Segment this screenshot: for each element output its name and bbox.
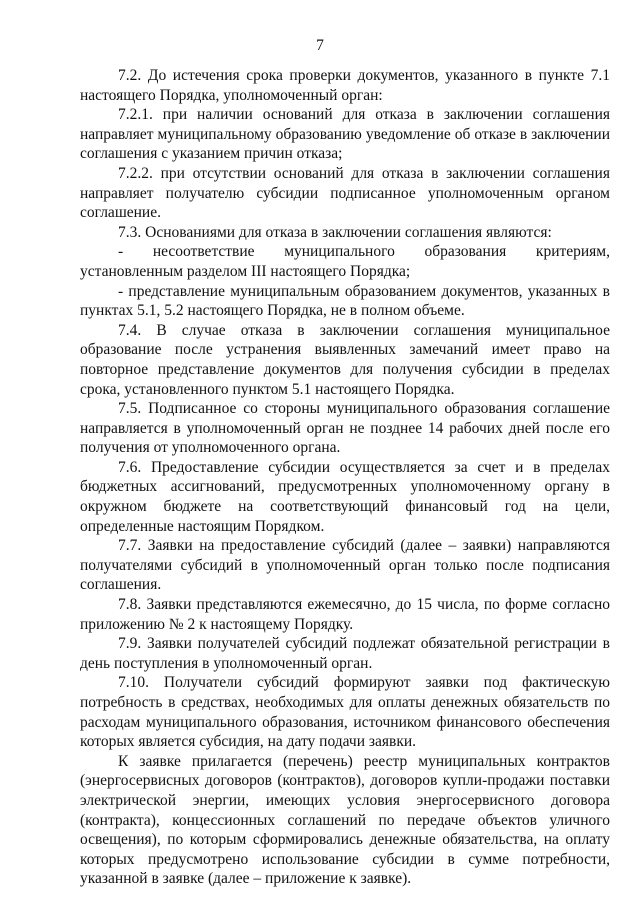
paragraph-7-4: 7.4. В случае отказа в заключении соглашения муниципальное образование после устранения выявленных замечаний имеет право на повторное представление документов для получения субсидии в пределах срока, установленного пунктом 5.1 настоящего Порядка. [80,321,610,398]
paragraph-7-5: 7.5. Подписанное со стороны муниципального образования соглашение направляется в уполномоченный орган не позднее 14 рабочих дней после его получения от уполномоченного органа. [80,400,610,457]
paragraph-7-2-2: 7.2.2. при отсутствии оснований для отказа в заключении соглашения направляет получателю субсидии подписанное уполномоченным органом соглашение. [80,164,610,222]
page-number: 7 [316,37,324,54]
paragraph-7-2-1: 7.2.1. при наличии оснований для отказа в заключении соглашения направляет муниципальному образованию уведомление об отказе в заключении соглашения с указанием причин отказа; [80,106,610,163]
paragraph-application-attachment: К заявке прилагается (перечень) реестр муниципальных контрактов (энергосервисных договоров (контрактов), договоров купли-продажи поставки электрической энергии, имеющих условия энергосервисного договора (контракта), концессионных соглашений по передаче объектов уличного освещения), по которым сформировались денежные обязательства, на оплату которых предусмотрено использование субсидии в сумме потребности, указанной в заявке (далее – приложение к заявке). [80,752,610,888]
document-body [80,66,610,889]
list-item-criteria-mismatch: - несоответствие муниципального образования критериям, установленным разделом III настоящего Порядка; [80,243,610,280]
paragraph-7-9: 7.9. Заявки получателей субсидий подлежат обязательной регистрации в день поступления в уполномоченный орган. [80,635,610,672]
paragraph-7-6: 7.6. Предоставление субсидии осуществляется за счет и в пределах бюджетных ассигнований, предусмотренных уполномоченному органу в окружном бюджете на соответствующий финансовый год на цели, определенные настоящим Порядком. [80,458,610,535]
list-item-incomplete-documents: - представление муниципальным образованием документов, указанных в пунктах 5.1, 5.2 настоящего Порядка, не в полном объеме. [80,282,610,320]
paragraph-7-2: 7.2. До истечения срока проверки документов, указанного в пункте 7.1 настоящего Порядка, уполномоченный орган: [80,67,610,104]
paragraph-7-10: 7.10. Получатели субсидий формируют заявки под фактическую потребность в средствах, необходимых для оплаты денежных обязательств по расходам муниципального образования, источником финансового обеспечения которых является субсидия, на дату подачи заявки. [80,674,610,751]
paragraph-7-3: 7.3. Основаниями для отказа в заключении соглашения являются: [118,223,552,241]
paragraph-7-7: 7.7. Заявки на предоставление субсидий (далее – заявки) направляются получателями субсидий в уполномоченный орган только после подписания соглашения. [80,537,610,594]
paragraph-7-8: 7.8. Заявки представляются ежемесячно, до 15 числа, по форме согласно приложению № 2 к настоящему Порядку. [80,596,610,633]
